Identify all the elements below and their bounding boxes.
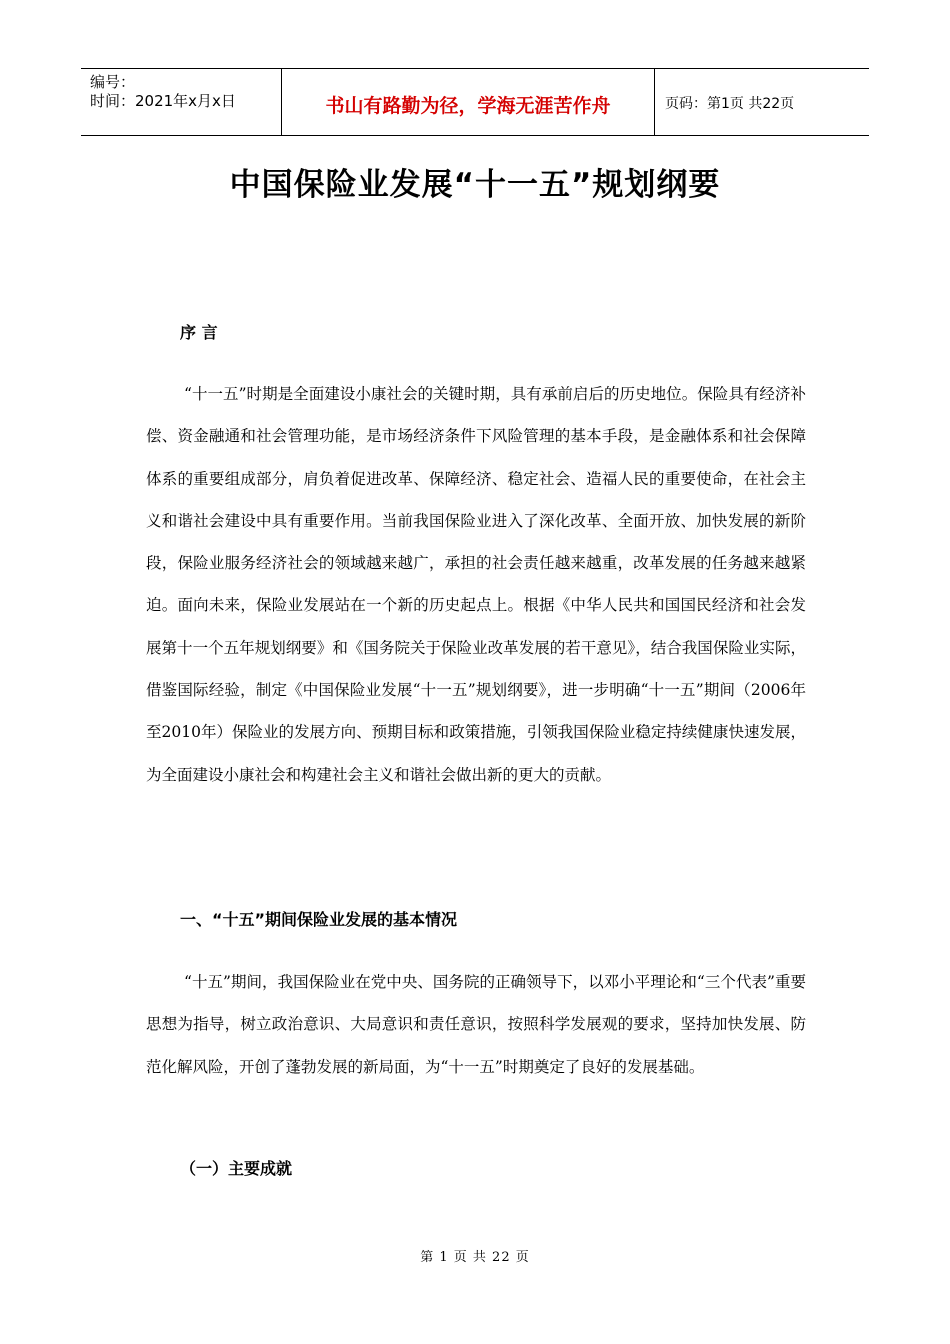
header-motto-cell	[282, 69, 655, 135]
document-title: 中国保险业发展“十一五”规划纲要	[229, 167, 721, 203]
header-page-cell	[655, 69, 869, 135]
section1-paragraph: “十五”期间，我国保险业在党中央、国务院的正确领导下，以邓小平理论和“三个代表”重要思想为指导，树立政治意识、大局意识和责任意识，按照科学发展观的要求，坚持加快发展、防范化解风险，开创了蓬勃发展的新局面，为“十一五”时期奠定了良好的发展基础。	[146, 973, 806, 1076]
subsection1-heading: （一）主要成就	[180, 1159, 293, 1178]
motto-text: 书山有路勤为径，学海无涯苦作舟	[325, 94, 611, 117]
serial-label: 编号：	[90, 73, 136, 91]
preface-heading: 序 言	[180, 323, 218, 342]
page-footer: 第 1 页 共 22 页	[420, 1250, 530, 1265]
page-info: 页码：第1页 共22页	[665, 96, 795, 112]
header-table	[81, 68, 869, 136]
date-label: 时间：2021年x月x日	[90, 92, 236, 110]
preface-paragraph: “十一五”时期是全面建设小康社会的关键时期，具有承前启后的历史地位。保险具有经济补偿、资金融通和社会管理功能，是市场经济条件下风险管理的基本手段，是金融体系和社会保障体系的重要组成部分，肩负着促进改革、保障经济、稳定社会、造福人民的重要使命，在社会主义和谐社会建设中具有重要作用。当前我国保险业进入了深化改革、全面开放、加快发展的新阶段，保险业服务经济社会的领域越来越广，承担的社会责任越来越重，改革发展的任务越来越紧迫。面向未来，保险业发展站在一个新的历史起点上。根据《中华人民共和国国民经济和社会发展第十一个五年规划纲要》和《国务院关于保险业改革发展的若干意见》，结合我国保险业实际，借鉴国际经验，制定《中国保险业发展“十一五”规划纲要》，进一步明确“十一五”期间（2006年至2010年）保险业的发展方向、预期目标和政策措施，引领我国保险业稳定持续健康快速发展，为全面建设小康社会和构建社会主义和谐社会做出新的更大的贡献。	[146, 385, 806, 784]
section1-heading: 一、“十五”期间保险业发展的基本情况	[180, 910, 458, 929]
header-meta-cell	[81, 69, 282, 135]
